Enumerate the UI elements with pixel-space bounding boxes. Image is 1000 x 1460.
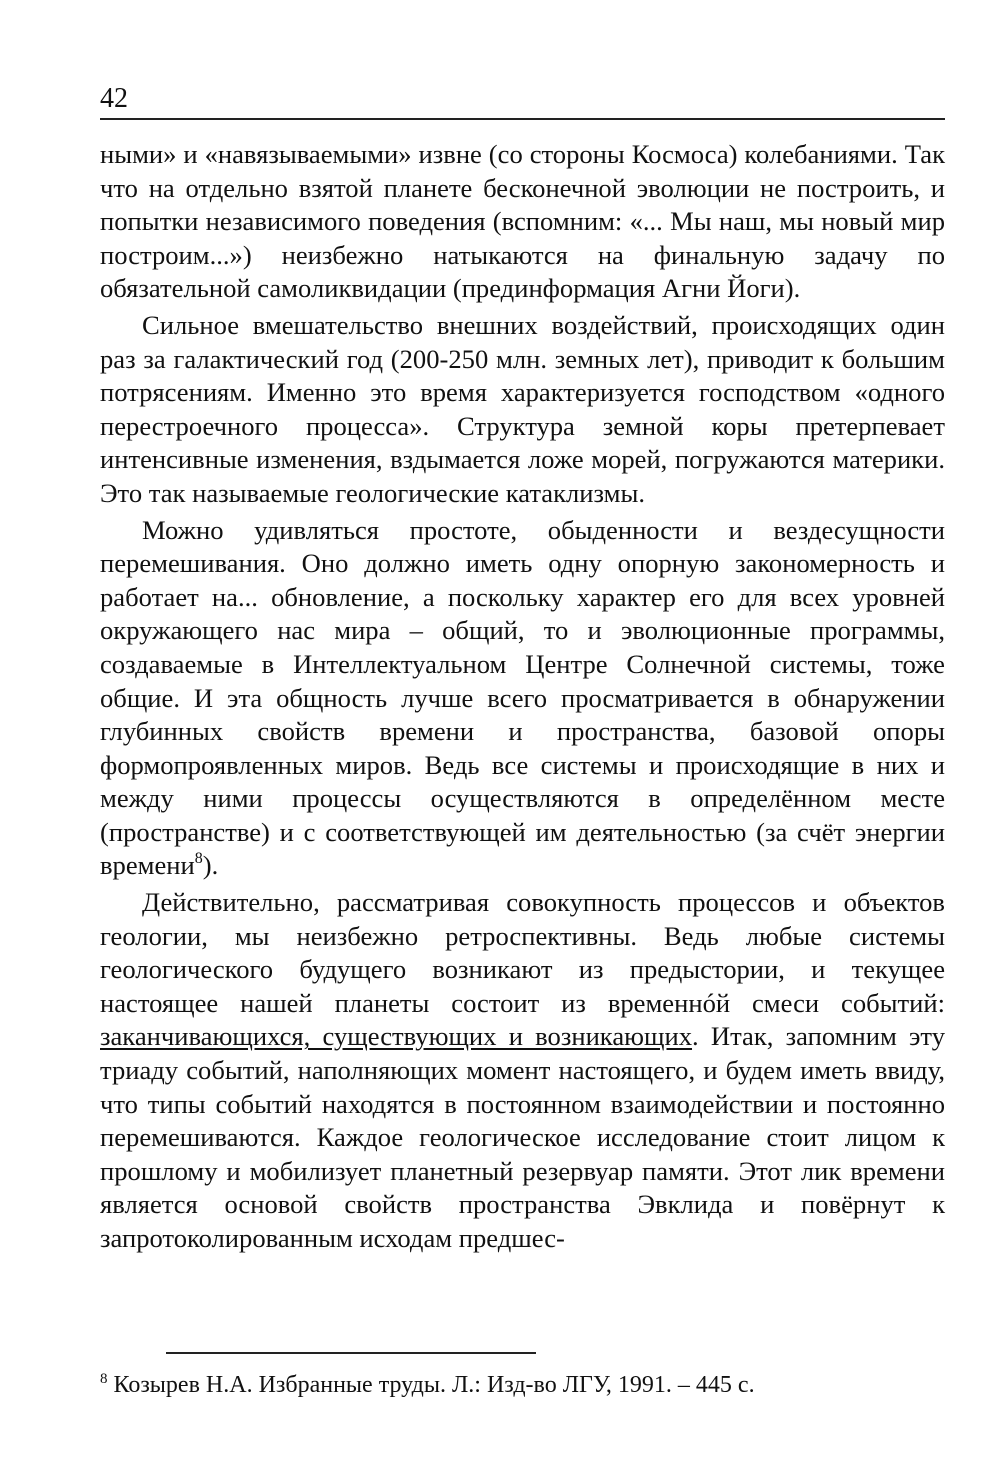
footnote [100, 1370, 945, 1400]
footnote-separator [166, 1352, 536, 1354]
paragraph [100, 886, 945, 1256]
footnote-reference: 8 [194, 850, 203, 868]
text-run: Сильное вмешательство внешних воздействий, происходящих один раз за галактический год (200-250 млн. земных лет), приводит к большим потрясениям. Именно это время характеризуется господством «одного перестроечного процесса». Структура земной коры претерпевает интенсивные изменения, вздымается ложе морей, погружаются материки. Это так называемые геологические катаклизмы. [100, 309, 945, 508]
text-run: . Итак, запомним эту триаду событий, наполняющих момент настоящего, и будем иметь ввиду, что типы событий находятся в постоянном взаимодействии и постоянно перемешиваются. Каждое геологическое исследование стоит лицом к прошлому и мобилизует планетный резервуар памяти. Этот лик времени является основой свойств пространства Эвклида и повёрнут к запротоколированным исходам предшес- [100, 1021, 945, 1253]
body-text [100, 138, 945, 1259]
paragraph [100, 309, 945, 511]
underlined-text: заканчивающихся, существующих и возникающих [100, 1021, 693, 1052]
text-run: ными» и «навязываемыми» извне (со стороны Космоса) колебаниями. Так что на отдельно взятой планете бесконечной эволюции не построить, и попытки независимого поведения (вспомним: «... Мы наш, мы новый мир построим...») неизбежно натыкаются на финальную задачу по обязательной самоликвидации (прединформация Агни Йоги). [100, 139, 945, 304]
text-run: Можно удивляться простоте, обыденности и вездесущности перемешивания. Оно должно иметь одну опорную закономерность и работает на... обновление, а поскольку характер его для всех уровней окружающего нас мира – общий, то и эволюционные программы, создаваемые в Интеллектуальном Центре Солнечной системы, тоже общие. И эта общность лучше всего просматривается в обнаружении глубинных свойств времени и пространства, базовой опоры формопроявленных миров. Ведь все системы и происходящие в них и между ними процессы осуществляются в определённом месте (пространстве) и с соответствующей им деятельностью (за счёт энергии времени [100, 514, 945, 881]
page-number: 42 [100, 83, 128, 114]
text-run: ). [202, 850, 219, 881]
footnote-marker: 8 [100, 1371, 108, 1387]
footnote-text: Козырев Н.А. Избранные труды. Л.: Изд-во ЛГУ, 1991. – 445 с. [107, 1372, 755, 1398]
page-header [100, 84, 945, 120]
paragraph [100, 138, 945, 306]
paragraph [100, 514, 945, 884]
text-run: Действительно, рассматривая совокупность процессов и объектов геологии, мы неизбежно ретроспективны. Ведь любые системы геологического будущего возникают из предыстории, и текущее настоящее нашей планеты состоит из временнóй смеси событий: [100, 887, 945, 1018]
